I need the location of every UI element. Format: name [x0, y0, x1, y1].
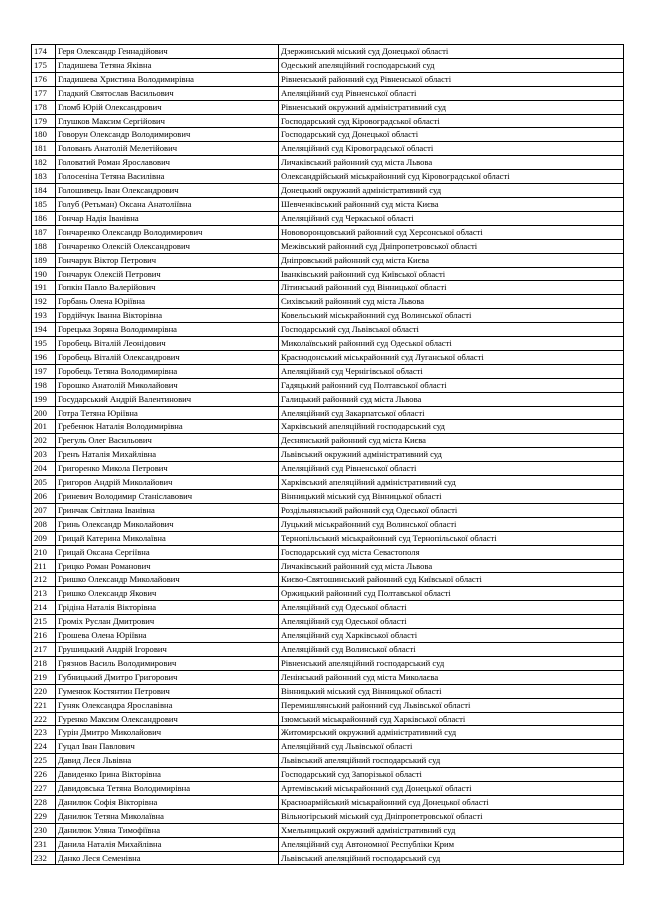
judge-name: Громіх Руслан Дмитрович	[56, 615, 279, 629]
row-number: 199	[32, 392, 56, 406]
row-number: 218	[32, 656, 56, 670]
row-number: 231	[32, 837, 56, 851]
court-name: Донецький окружний адміністративний суд	[279, 184, 624, 198]
table-row	[32, 656, 624, 670]
court-name: Дніпровський районний суд міста Києва	[279, 253, 624, 267]
judges-table-body	[32, 45, 624, 865]
judge-name: Гопкін Павло Валерійович	[56, 281, 279, 295]
judge-name: Гребенюк Наталія Володимирівна	[56, 420, 279, 434]
judge-name: Данилюк Уляна Тимофіївна	[56, 823, 279, 837]
judge-name: Горобець Віталій Леонідович	[56, 337, 279, 351]
row-number: 186	[32, 211, 56, 225]
court-name: Оржицький районний суд Полтавської області	[279, 587, 624, 601]
row-number: 174	[32, 45, 56, 59]
court-name: Галицький районний суд міста Львова	[279, 392, 624, 406]
court-name: Рівненський апеляційний господарський суд	[279, 656, 624, 670]
table-row	[32, 197, 624, 211]
row-number: 189	[32, 253, 56, 267]
court-name: Апеляційний суд Закарпатської області	[279, 406, 624, 420]
judge-name: Гуцал Іван Павлович	[56, 740, 279, 754]
table-row	[32, 323, 624, 337]
court-name: Господарський суд Донецької області	[279, 128, 624, 142]
table-row	[32, 253, 624, 267]
row-number: 212	[32, 573, 56, 587]
court-name: Перемишлянський районний суд Львівської області	[279, 698, 624, 712]
court-name: Господарський суд Львівської області	[279, 323, 624, 337]
row-number: 217	[32, 642, 56, 656]
table-row	[32, 559, 624, 573]
table-row	[32, 45, 624, 59]
court-name: Апеляційний суд Кіровоградської області	[279, 142, 624, 156]
table-row	[32, 170, 624, 184]
table-row	[32, 309, 624, 323]
court-name: Апеляційний суд Одеської області	[279, 601, 624, 615]
row-number: 226	[32, 768, 56, 782]
row-number: 183	[32, 170, 56, 184]
court-name: Личаківський районний суд міста Львова	[279, 559, 624, 573]
court-name: Ізюмський міськрайонний суд Харківської області	[279, 712, 624, 726]
table-row	[32, 100, 624, 114]
row-number: 181	[32, 142, 56, 156]
judge-name: Данко Леся Семенівна	[56, 851, 279, 865]
judge-name: Голованъ Анатолій Мелетійович	[56, 142, 279, 156]
row-number: 223	[32, 726, 56, 740]
table-row	[32, 573, 624, 587]
table-row	[32, 350, 624, 364]
court-name: Ленінський районний суд міста Миколаєва	[279, 670, 624, 684]
row-number: 219	[32, 670, 56, 684]
court-name: Нововоронцовський районний суд Херсонської області	[279, 225, 624, 239]
table-row	[32, 670, 624, 684]
court-name: Львівський апеляційний господарський суд	[279, 754, 624, 768]
row-number: 209	[32, 531, 56, 545]
row-number: 204	[32, 462, 56, 476]
row-number: 179	[32, 114, 56, 128]
judge-name: Григоренко Микола Петрович	[56, 462, 279, 476]
judge-name: Гладкий Святослав Васильович	[56, 86, 279, 100]
row-number: 214	[32, 601, 56, 615]
judge-name: Горобець Віталій Олександрович	[56, 350, 279, 364]
court-name: Апеляційний суд Рівненської області	[279, 86, 624, 100]
table-row	[32, 211, 624, 225]
table-row	[32, 239, 624, 253]
row-number: 222	[32, 712, 56, 726]
table-row	[32, 601, 624, 615]
row-number: 205	[32, 476, 56, 490]
court-name: Апеляційний суд Харківської області	[279, 629, 624, 643]
court-name: Роздільнянський районний суд Одеської області	[279, 503, 624, 517]
court-name: Вільногірський міський суд Дніпропетровської області	[279, 809, 624, 823]
court-name: Красноармійський міськрайонний суд Донецької області	[279, 795, 624, 809]
court-name: Рівненський окружний адміністративний суд	[279, 100, 624, 114]
judge-name: Гурін Дмитро Миколайович	[56, 726, 279, 740]
court-name: Харківський апеляційний адміністративний суд	[279, 476, 624, 490]
row-number: 187	[32, 225, 56, 239]
row-number: 211	[32, 559, 56, 573]
judge-name: Голуб (Ретьман) Оксана Анатоліївна	[56, 197, 279, 211]
row-number: 195	[32, 337, 56, 351]
court-name: Гадяцький районний суд Полтавської області	[279, 378, 624, 392]
row-number: 196	[32, 350, 56, 364]
row-number: 230	[32, 823, 56, 837]
row-number: 193	[32, 309, 56, 323]
row-number: 227	[32, 782, 56, 796]
table-row	[32, 406, 624, 420]
row-number: 207	[32, 503, 56, 517]
judge-name: Гончарук Олексій Петрович	[56, 267, 279, 281]
row-number: 221	[32, 698, 56, 712]
table-row	[32, 434, 624, 448]
row-number: 220	[32, 684, 56, 698]
judge-name: Гончаренко Олексій Олександрович	[56, 239, 279, 253]
judge-name: Глушков Максим Сергійович	[56, 114, 279, 128]
court-name: Господарський суд Запорізької області	[279, 768, 624, 782]
judges-table	[31, 44, 624, 865]
row-number: 175	[32, 58, 56, 72]
judge-name: Государський Андрій Валентинович	[56, 392, 279, 406]
row-number: 194	[32, 323, 56, 337]
court-name: Господарський суд міста Севастополя	[279, 545, 624, 559]
judge-name: Гуняк Олександра Ярославівна	[56, 698, 279, 712]
court-name: Іванківський районний суд Київської області	[279, 267, 624, 281]
judge-name: Гладишева Тетяна Яківна	[56, 58, 279, 72]
judge-name: Губницький Дмитро Григорович	[56, 670, 279, 684]
table-row	[32, 531, 624, 545]
table-row	[32, 712, 624, 726]
judge-name: Гриневич Володимир Станіславович	[56, 490, 279, 504]
table-row	[32, 503, 624, 517]
court-name: Вінницький міський суд Вінницької області	[279, 490, 624, 504]
table-row	[32, 476, 624, 490]
judge-name: Данила Наталія Михайлівна	[56, 837, 279, 851]
table-row	[32, 337, 624, 351]
judge-name: Гришко Олександр Миколайович	[56, 573, 279, 587]
row-number: 184	[32, 184, 56, 198]
judge-name: Данилюк Тетяна Миколаївна	[56, 809, 279, 823]
judge-name: Гордійчук Іванна Вікторівна	[56, 309, 279, 323]
row-number: 197	[32, 364, 56, 378]
table-row	[32, 782, 624, 796]
court-name: Житомирський окружний адміністративний суд	[279, 726, 624, 740]
court-name: Тернопільський міськрайонний суд Тернопільської області	[279, 531, 624, 545]
table-row	[32, 114, 624, 128]
court-name: Дзержинський міський суд Донецької області	[279, 45, 624, 59]
court-name: Деснянський районний суд міста Києва	[279, 434, 624, 448]
judge-name: Грицай Катерина Миколаївна	[56, 531, 279, 545]
judge-name: Гришко Олександр Якович	[56, 587, 279, 601]
court-name: Вінницький міський суд Вінницької області	[279, 684, 624, 698]
judge-name: Грицко Роман Романович	[56, 559, 279, 573]
judge-name: Горошко Анатолій Миколайович	[56, 378, 279, 392]
table-row	[32, 726, 624, 740]
table-row	[32, 768, 624, 782]
row-number: 206	[32, 490, 56, 504]
row-number: 215	[32, 615, 56, 629]
judge-name: Гончар Надія Іванівна	[56, 211, 279, 225]
table-row	[32, 837, 624, 851]
judge-name: Гринь Олександр Миколайович	[56, 517, 279, 531]
table-row	[32, 225, 624, 239]
court-name: Межівський районний суд Дніпропетровської області	[279, 239, 624, 253]
judge-name: Гринчак Світлана Іванівна	[56, 503, 279, 517]
judge-name: Грицай Оксана Сергіївна	[56, 545, 279, 559]
court-name: Києво-Святошинський районний суд Київської області	[279, 573, 624, 587]
table-row	[32, 156, 624, 170]
court-name: Львівський апеляційний господарський суд	[279, 851, 624, 865]
judge-name: Гренъ Наталія Михайлівна	[56, 448, 279, 462]
court-name: Літинський районний суд Вінницької області	[279, 281, 624, 295]
table-row	[32, 364, 624, 378]
judge-name: Грязнов Василь Володимирович	[56, 656, 279, 670]
table-row	[32, 587, 624, 601]
judge-name: Головатий Роман Ярославович	[56, 156, 279, 170]
table-row	[32, 295, 624, 309]
row-number: 192	[32, 295, 56, 309]
judge-name: Голошивець Іван Олександрович	[56, 184, 279, 198]
court-name: Личаківський районний суд міста Львова	[279, 156, 624, 170]
table-row	[32, 545, 624, 559]
row-number: 216	[32, 629, 56, 643]
table-row	[32, 823, 624, 837]
row-number: 229	[32, 809, 56, 823]
row-number: 185	[32, 197, 56, 211]
court-name: Олександрійський міськрайонний суд Кіровоградської області	[279, 170, 624, 184]
court-name: Господарський суд Кіровоградської області	[279, 114, 624, 128]
row-number: 182	[32, 156, 56, 170]
row-number: 177	[32, 86, 56, 100]
row-number: 176	[32, 72, 56, 86]
judge-name: Готра Тетяна Юріївна	[56, 406, 279, 420]
court-name: Апеляційний суд Автономної Республіки Крим	[279, 837, 624, 851]
table-row	[32, 392, 624, 406]
judge-name: Давид Леся Львівна	[56, 754, 279, 768]
court-name: Апеляційний суд Чернігівської області	[279, 364, 624, 378]
table-row	[32, 684, 624, 698]
judge-name: Голосеніна Тетяна Василівна	[56, 170, 279, 184]
court-name: Апеляційний суд Черкаської області	[279, 211, 624, 225]
judge-name: Гончарук Віктор Петрович	[56, 253, 279, 267]
table-row	[32, 642, 624, 656]
table-row	[32, 490, 624, 504]
judge-name: Давиденко Ірина Вікторівна	[56, 768, 279, 782]
judge-name: Григоров Андрій Миколайович	[56, 476, 279, 490]
judge-name: Грошева Олена Юріївна	[56, 629, 279, 643]
judge-name: Давидовська Тетяна Володимирівна	[56, 782, 279, 796]
court-name: Шевченківський районний суд міста Києва	[279, 197, 624, 211]
table-row	[32, 462, 624, 476]
judge-name: Гуменюк Костянтин Петрович	[56, 684, 279, 698]
table-row	[32, 795, 624, 809]
row-number: 224	[32, 740, 56, 754]
judge-name: Гуренко Максим Олександрович	[56, 712, 279, 726]
judge-name: Гладишева Христина Володимирівна	[56, 72, 279, 86]
judge-name: Данилюк Софія Вікторівна	[56, 795, 279, 809]
judge-name: Гончаренко Олександр Володимирович	[56, 225, 279, 239]
row-number: 178	[32, 100, 56, 114]
row-number: 188	[32, 239, 56, 253]
table-row	[32, 267, 624, 281]
row-number: 191	[32, 281, 56, 295]
judge-name: Говорун Олександр Володимирович	[56, 128, 279, 142]
table-row	[32, 128, 624, 142]
judge-name: Горобець Тетяна Володимирівна	[56, 364, 279, 378]
row-number: 210	[32, 545, 56, 559]
row-number: 225	[32, 754, 56, 768]
court-name: Хмельницький окружний адміністративний суд	[279, 823, 624, 837]
row-number: 201	[32, 420, 56, 434]
judge-name: Гломб Юрій Олександрович	[56, 100, 279, 114]
court-name: Сихівський районний суд міста Львова	[279, 295, 624, 309]
row-number: 232	[32, 851, 56, 865]
row-number: 208	[32, 517, 56, 531]
court-name: Апеляційний суд Волинської області	[279, 642, 624, 656]
judge-name: Горецька Зоряна Володимирівна	[56, 323, 279, 337]
court-name: Апеляційний суд Львівської області	[279, 740, 624, 754]
table-row	[32, 448, 624, 462]
table-row	[32, 378, 624, 392]
table-row	[32, 615, 624, 629]
table-row	[32, 184, 624, 198]
judge-name: Геря Олександр Геннадійович	[56, 45, 279, 59]
table-row	[32, 740, 624, 754]
court-name: Ковельський міськрайонний суд Волинської області	[279, 309, 624, 323]
table-row	[32, 809, 624, 823]
judge-name: Грушицький Андрій Ігорович	[56, 642, 279, 656]
table-row	[32, 754, 624, 768]
table-row	[32, 698, 624, 712]
row-number: 198	[32, 378, 56, 392]
court-name: Львівський окружний адміністративний суд	[279, 448, 624, 462]
row-number: 200	[32, 406, 56, 420]
row-number: 203	[32, 448, 56, 462]
court-name: Рівненський районний суд Рівненської області	[279, 72, 624, 86]
row-number: 180	[32, 128, 56, 142]
row-number: 228	[32, 795, 56, 809]
table-row	[32, 58, 624, 72]
table-row	[32, 281, 624, 295]
court-name: Краснодонський міськрайонний суд Луганської області	[279, 350, 624, 364]
row-number: 202	[32, 434, 56, 448]
court-name: Одеський апеляційний господарський суд	[279, 58, 624, 72]
court-name: Апеляційний суд Одеської області	[279, 615, 624, 629]
court-name: Апеляційний суд Рівненської області	[279, 462, 624, 476]
row-number: 213	[32, 587, 56, 601]
court-name: Луцький міськрайонний суд Волинської області	[279, 517, 624, 531]
table-row	[32, 517, 624, 531]
court-name: Харківський апеляційний господарський суд	[279, 420, 624, 434]
row-number: 190	[32, 267, 56, 281]
table-row	[32, 86, 624, 100]
judge-name: Горбань Олена Юріївна	[56, 295, 279, 309]
table-row	[32, 851, 624, 865]
judge-name: Грідіна Наталія Вікторівна	[56, 601, 279, 615]
table-row	[32, 142, 624, 156]
judge-name: Грегуль Олег Васильович	[56, 434, 279, 448]
table-row	[32, 420, 624, 434]
table-row	[32, 72, 624, 86]
court-name: Миколаївський районний суд Одеської області	[279, 337, 624, 351]
table-row	[32, 629, 624, 643]
court-name: Артемівський міськрайонний суд Донецької області	[279, 782, 624, 796]
